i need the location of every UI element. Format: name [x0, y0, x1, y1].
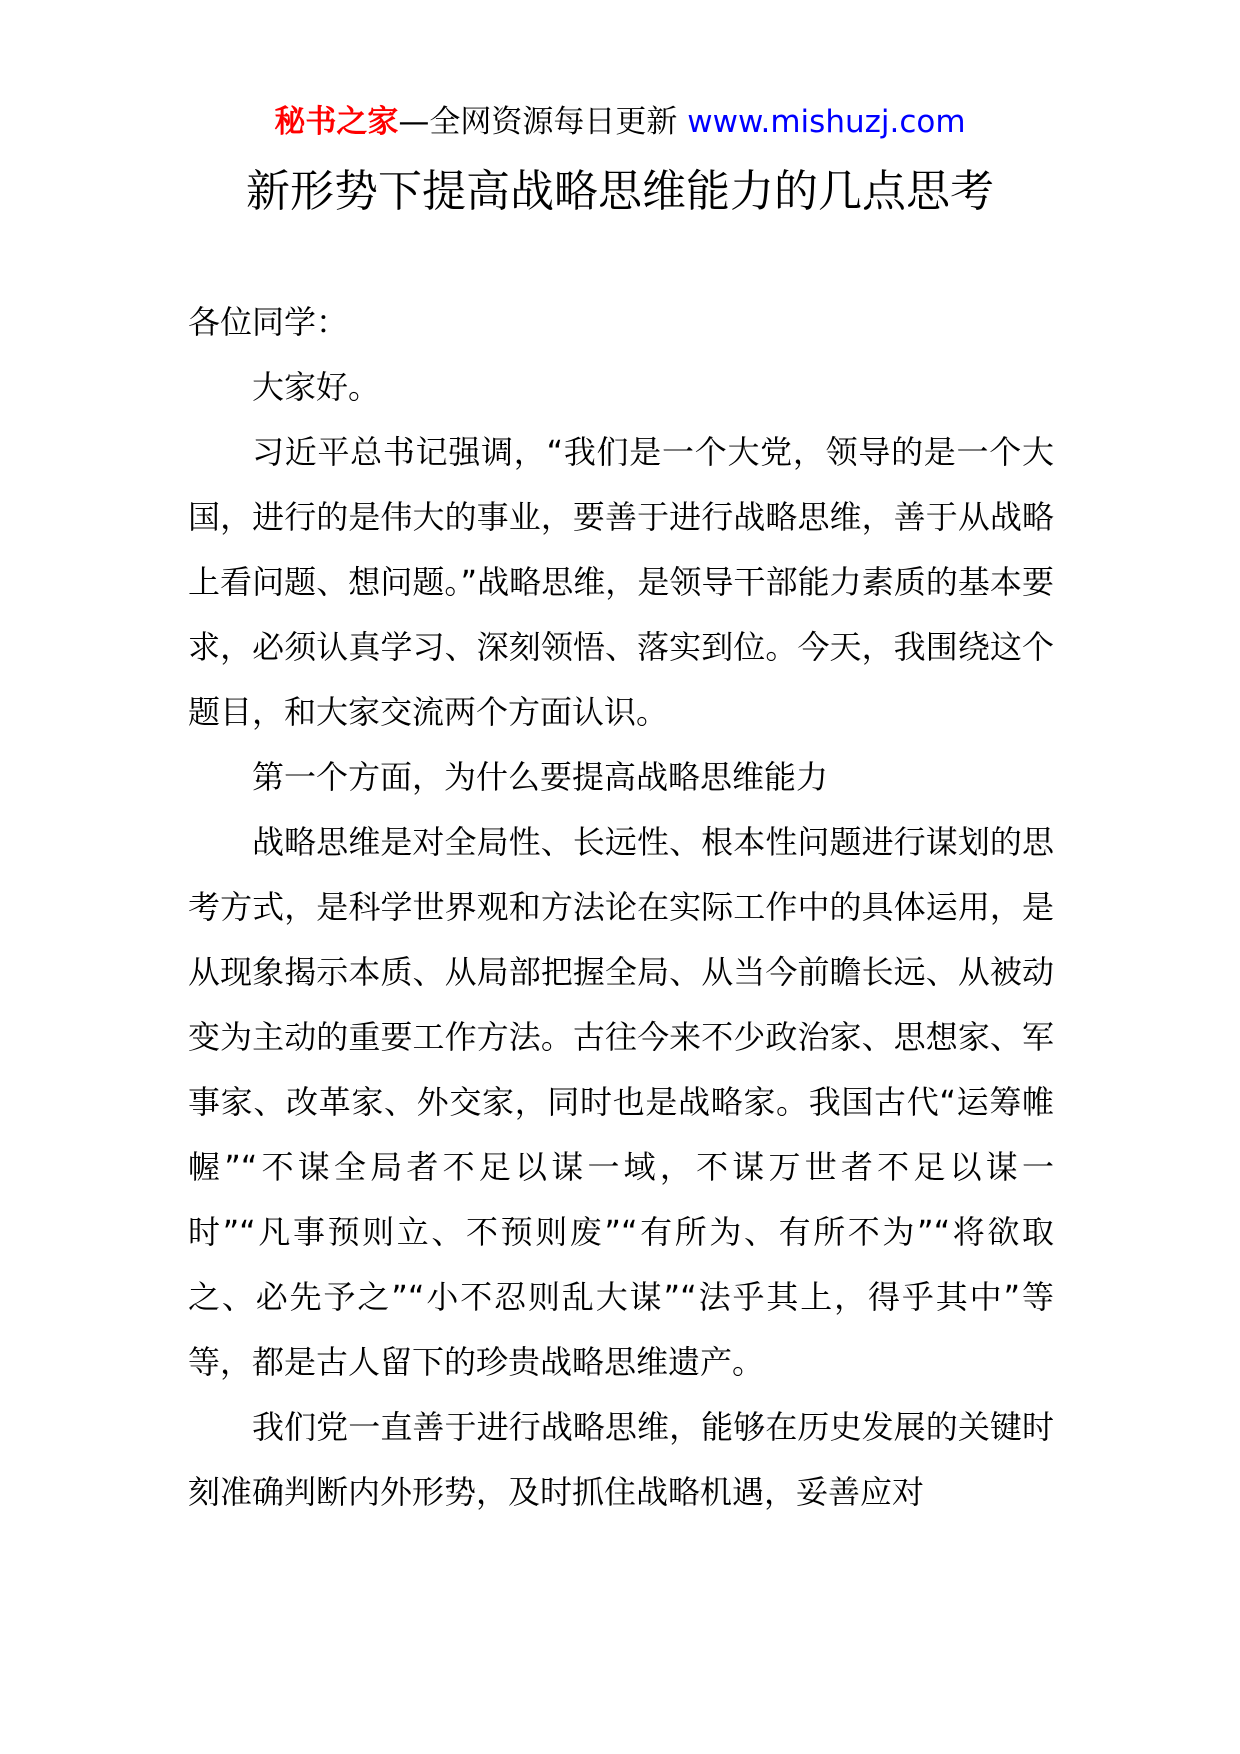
header-tagline: —全网资源每日更新 [398, 104, 688, 140]
watermark-header [0, 100, 1240, 144]
document-title: 新形势下提高战略思维能力的几点思考 [246, 166, 994, 217]
website-link[interactable]: www.mishuzj.com [687, 104, 966, 140]
brand-name: 秘书之家 [274, 104, 399, 140]
salutation: 各位同学： [188, 303, 349, 341]
paragraph: 习近平总书记强调，“我们是一个大党，领导的是一个大国，进行的是伟大的事业，要善于进行战略思维，善于从战略上看问题、想问题。”战略思维，是领导干部能力素质的基本要求，必须认真学习、深刻领悟、落实到位。今天，我围绕这个题目，和大家交流两个方面认识。 [188, 433, 1054, 731]
paragraph: 我们党一直善于进行战略思维，能够在历史发展的关键时刻准确判断内外形势，及时抓住战略机遇，妥善应对 [188, 1408, 1054, 1511]
section-heading: 第一个方面，为什么要提高战略思维能力 [252, 758, 829, 796]
document-body [188, 290, 1054, 1525]
paragraph: 战略思维是对全局性、长远性、根本性问题进行谋划的思考方式，是科学世界观和方法论在实际工作中的具体运用，是从现象揭示本质、从局部把握全局、从当今前瞻长远、从被动变为主动的重要工作方法。古往今来不少政治家、思想家、军事家、改革家、外交家，同时也是战略家。我国古代“运筹帷幄”“不谋全局者不足以谋一域，不谋万世者不足以谋一时”“凡事预则立、不预则废”“有所为、有所不为”“将欲取之、必先予之”“小不忍则乱大谋”“法乎其上，得乎其中”等等，都是古人留下的珍贵战略思维遗产。 [188, 823, 1054, 1381]
paragraph: 大家好。 [252, 368, 381, 406]
